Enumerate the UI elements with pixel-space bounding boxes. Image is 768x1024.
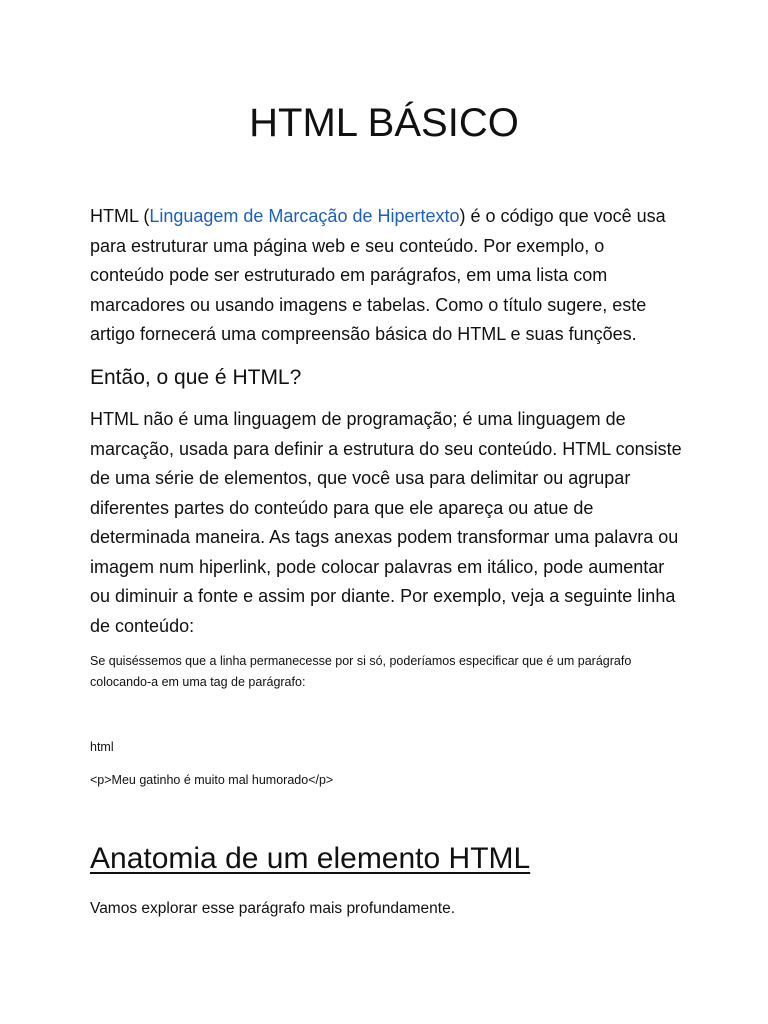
- code-language-label: html: [90, 740, 114, 754]
- paragraph-tag-explanation: Se quiséssemos que a linha permanecesse por si só, poderíamos especificar que é um parágrafo colocando-a em uma tag de parágrafo:: [90, 654, 632, 689]
- section-heading-what-is-html: Então, o que é HTML?: [90, 366, 302, 389]
- code-example-line: <p>Meu gatinho é muito mal humorado</p>: [90, 773, 334, 787]
- document-title: HTML BÁSICO: [249, 101, 519, 145]
- intro-suffix: ) é o código que você usa para estruturar uma página web e seu conteúdo. Por exemplo, o conteúdo pode ser estruturado em parágrafos, em uma lista com marcadores ou usando imagens e tabelas. Como o título sugere, este artigo fornecerá uma compreensão básica do HTML e suas funções.: [90, 206, 666, 344]
- section-heading-anatomy: Anatomia de um elemento HTML: [90, 842, 531, 875]
- anatomy-intro-paragraph: Vamos explorar esse parágrafo mais profundamente.: [90, 900, 456, 917]
- intro-paragraph: [90, 202, 682, 350]
- intro-prefix: HTML (: [90, 206, 150, 226]
- what-is-html-paragraph: HTML não é uma linguagem de programação; é uma linguagem de marcação, usada para definir a estrutura do seu conteúdo. HTML consiste de uma série de elementos, que você usa para delimitar ou agrupar diferentes partes do conteúdo para que ele apareça ou atue de determinada maneira. As tags anexas podem transformar uma palavra ou imagem num hiperlink, pode colocar palavras em itálico, pode aumentar ou diminuir a fonte e assim por diante. Por exemplo, veja a seguinte linha de conteúdo:: [90, 409, 682, 636]
- hypertext-link[interactable]: Linguagem de Marcação de Hipertexto: [149, 206, 460, 226]
